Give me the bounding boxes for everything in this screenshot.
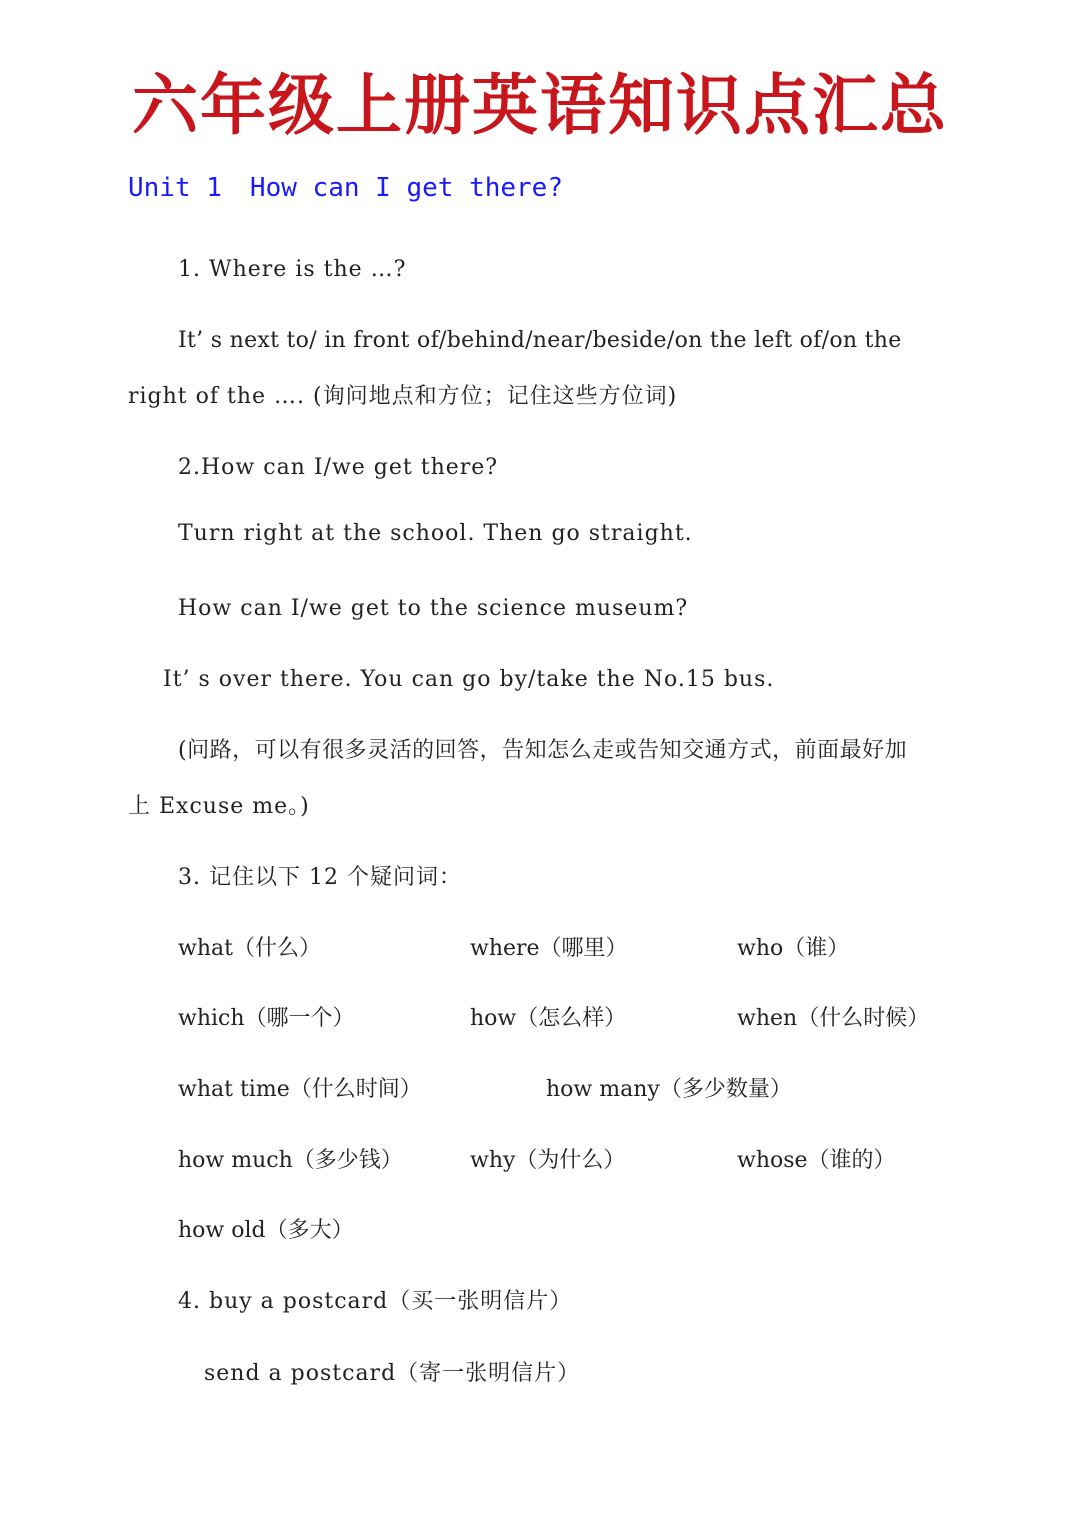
question-word: whose（谁的） xyxy=(737,1148,896,1173)
page-title: 六年级上册英语知识点汇总 xyxy=(132,66,948,144)
item-4-buy-postcard: 4. buy a postcard（买一张明信片） xyxy=(178,1289,573,1314)
unit-heading xyxy=(128,170,563,206)
question-word: what（什么） xyxy=(178,936,321,961)
question-word: how（怎么样） xyxy=(470,1006,627,1031)
question-word: when（什么时候） xyxy=(737,1006,930,1031)
unit-title: How can I get there? xyxy=(249,173,563,203)
question-word: how much（多少钱） xyxy=(178,1148,403,1173)
question-2-alternative: How can I/we get to the science museum? xyxy=(178,596,689,621)
question-word: how old（多大） xyxy=(178,1218,354,1243)
question-word: why（为什么） xyxy=(470,1148,626,1173)
question-2-alternative-answer: It’ s over there. You can go by/take the No.15 bus. xyxy=(163,667,775,692)
question-word: who（谁） xyxy=(737,936,850,961)
question-1-answer-line-1: It’ s next to/ in front of/behind/near/beside/on the left of/on the xyxy=(178,328,902,353)
note-line-1: (问路，可以有很多灵活的回答，告知怎么走或告知交通方式，前面最好加 xyxy=(178,738,908,763)
question-3: 3. 记住以下 12 个疑问词： xyxy=(178,865,462,890)
unit-label: Unit 1 xyxy=(128,173,222,203)
question-2-answer: Turn right at the school. Then go straight. xyxy=(178,521,693,546)
question-2: 2.How can I/we get there? xyxy=(178,455,499,480)
question-word: what time（什么时间） xyxy=(178,1077,422,1102)
question-word: which（哪一个） xyxy=(178,1006,355,1031)
question-1-answer-line-2: right of the …. (询问地点和方位；记住这些方位词) xyxy=(128,384,678,409)
question-1: 1. Where is the …? xyxy=(178,257,407,282)
question-word: how many（多少数量） xyxy=(546,1077,792,1102)
note-line-2: 上 Excuse me。) xyxy=(128,794,310,819)
question-word: where（哪里） xyxy=(470,936,628,961)
item-4-send-postcard: send a postcard（寄一张明信片） xyxy=(204,1361,581,1386)
